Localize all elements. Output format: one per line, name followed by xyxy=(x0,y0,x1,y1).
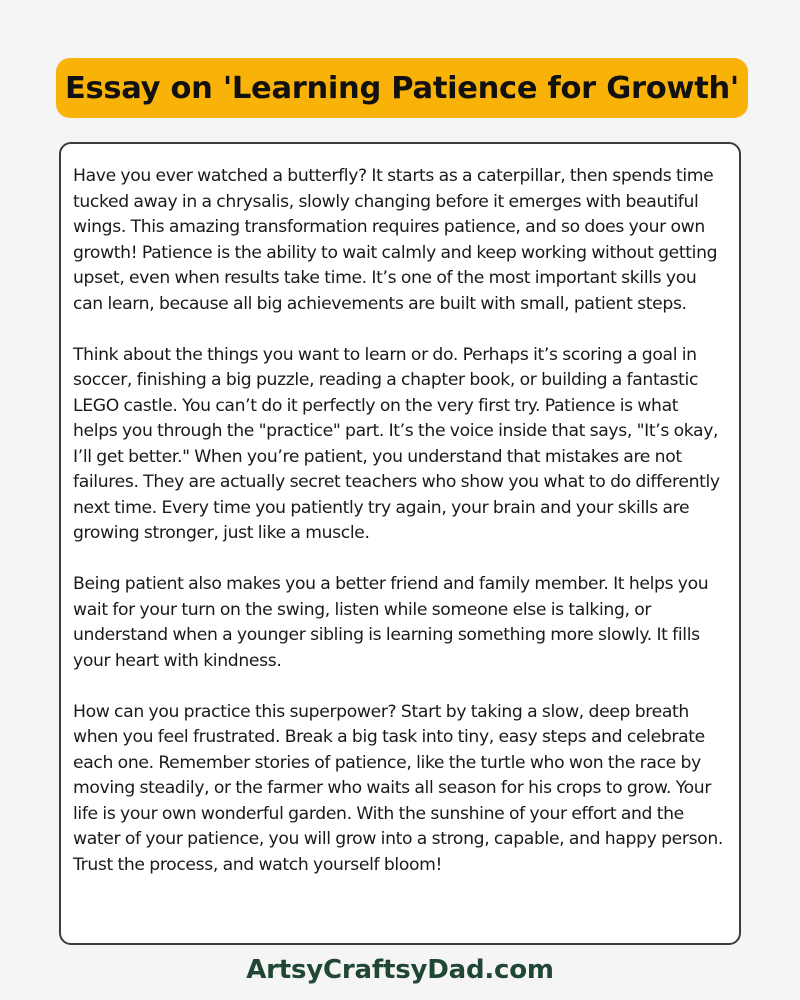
footer-site-name: ArtsyCraftsyDad.com xyxy=(246,955,554,985)
essay-box xyxy=(59,142,741,945)
essay-paragraph-4: How can you practice this superpower? Start by taking a slow, deep breath when you feel frustrated. Break a big task into tiny, easy steps and celebrate each one. Remember stories of patience, like the turtle who won the race by moving steadily, or the farmer who waits all season for his crops to grow. Your life is your own wonderful garden. With the sunshine of your effort and the water of your patience, you will grow into a strong, capable, and happy person. Trust the process, and watch yourself bloom! xyxy=(73,701,724,875)
essay-paragraph-3: Being patient also makes you a better friend and family member. It helps you wait for your turn on the swing, listen while someone else is talking, or understand when a younger sibling is learning something more slowly. It fills your heart with kindness. xyxy=(73,574,709,671)
essay-paragraph-1: Have you ever watched a butterfly? It starts as a caterpillar, then spends time tucked away in a chrysalis, slowly changing before it emerges with beautiful wings. This amazing transformation requires patience, and so does your own growth! Patience is the ability to wait calmly and keep working without getting upset, even when results take time. It’s one of the most important skills you can learn, because all big achievements are built with small, patient steps. xyxy=(73,166,718,314)
essay-paragraph-2: Think about the things you want to learn or do. Perhaps it’s scoring a goal in soccer, finishing a big puzzle, reading a chapter book, or building a fantastic LEGO castle. You can’t do it perfectly on the very first try. Patience is what helps you through the "practice" part. It’s the voice inside that says, "It’s okay, I’ll get better." When you’re patient, you understand that mistakes are not failures. They are actually secret teachers who show you what to do differently next time. Every time you patiently try again, your brain and your skills are growing stronger, just like a muscle. xyxy=(73,344,720,543)
page-title: Essay on 'Learning Patience for Growth' xyxy=(65,70,739,106)
title-banner xyxy=(56,58,748,118)
